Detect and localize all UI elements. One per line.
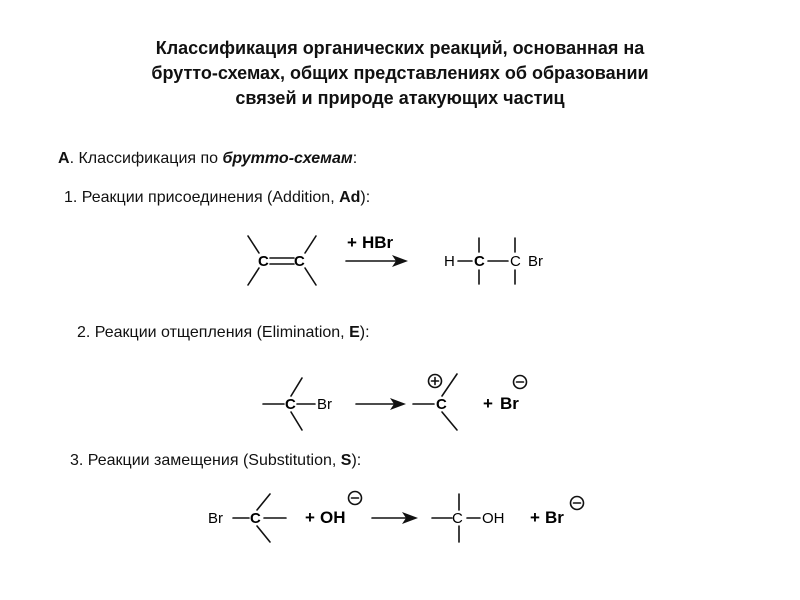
byproduct-formula: Br <box>500 394 519 413</box>
product-group: OH <box>482 510 505 527</box>
product-hydrogen: H <box>444 253 455 270</box>
section-suffix: ): <box>359 324 370 341</box>
section-prefix: 2. Реакции отщепления (Elimination, <box>77 324 350 341</box>
section-suffix: ): <box>351 452 362 469</box>
bond <box>257 494 270 510</box>
product-atom: C <box>436 396 447 413</box>
reagent-plus: + <box>305 508 315 527</box>
product-halogen: Br <box>528 253 543 270</box>
section-prefix: 1. Реакции присоединения (Addition, <box>64 189 340 206</box>
product-atom: C <box>510 253 521 270</box>
reactant-halogen: Br <box>208 510 223 527</box>
section-abbr: E <box>349 324 360 341</box>
reactant-atom: C <box>258 253 269 270</box>
product-atom: C <box>474 253 485 270</box>
reactant-atom: C <box>285 396 296 413</box>
title-line-3: связей и природе атакующих частиц <box>235 88 565 108</box>
byproduct-plus: + <box>530 508 540 527</box>
title-line-2: брутто-схемах, общих представлениях об образовании <box>151 63 649 83</box>
reagent-formula: HBr <box>362 233 394 252</box>
reagent-formula: OH <box>320 508 346 527</box>
byproduct-plus: + <box>483 394 493 413</box>
subheading-suffix: : <box>352 150 358 167</box>
subheading-emphasis: брутто-схемам <box>222 150 353 167</box>
section-abbr: Ad <box>339 189 361 206</box>
reactant-halogen: Br <box>317 396 332 413</box>
subheading-letter: А <box>58 150 70 167</box>
section-prefix: 3. Реакции замещения (Substitution, <box>70 452 341 469</box>
bond <box>257 526 270 542</box>
reactant-atom: C <box>294 253 305 270</box>
section-suffix: ): <box>360 189 371 206</box>
reagent-plus: + <box>347 233 357 252</box>
subheading-text: . Классификация по <box>69 150 223 167</box>
section-abbr: S <box>340 452 352 469</box>
product-atom: C <box>452 510 463 527</box>
byproduct-formula: Br <box>545 508 564 527</box>
title-line-1: Классификация органических реакций, основанная на <box>155 38 645 58</box>
reactant-atom: C <box>250 510 261 527</box>
